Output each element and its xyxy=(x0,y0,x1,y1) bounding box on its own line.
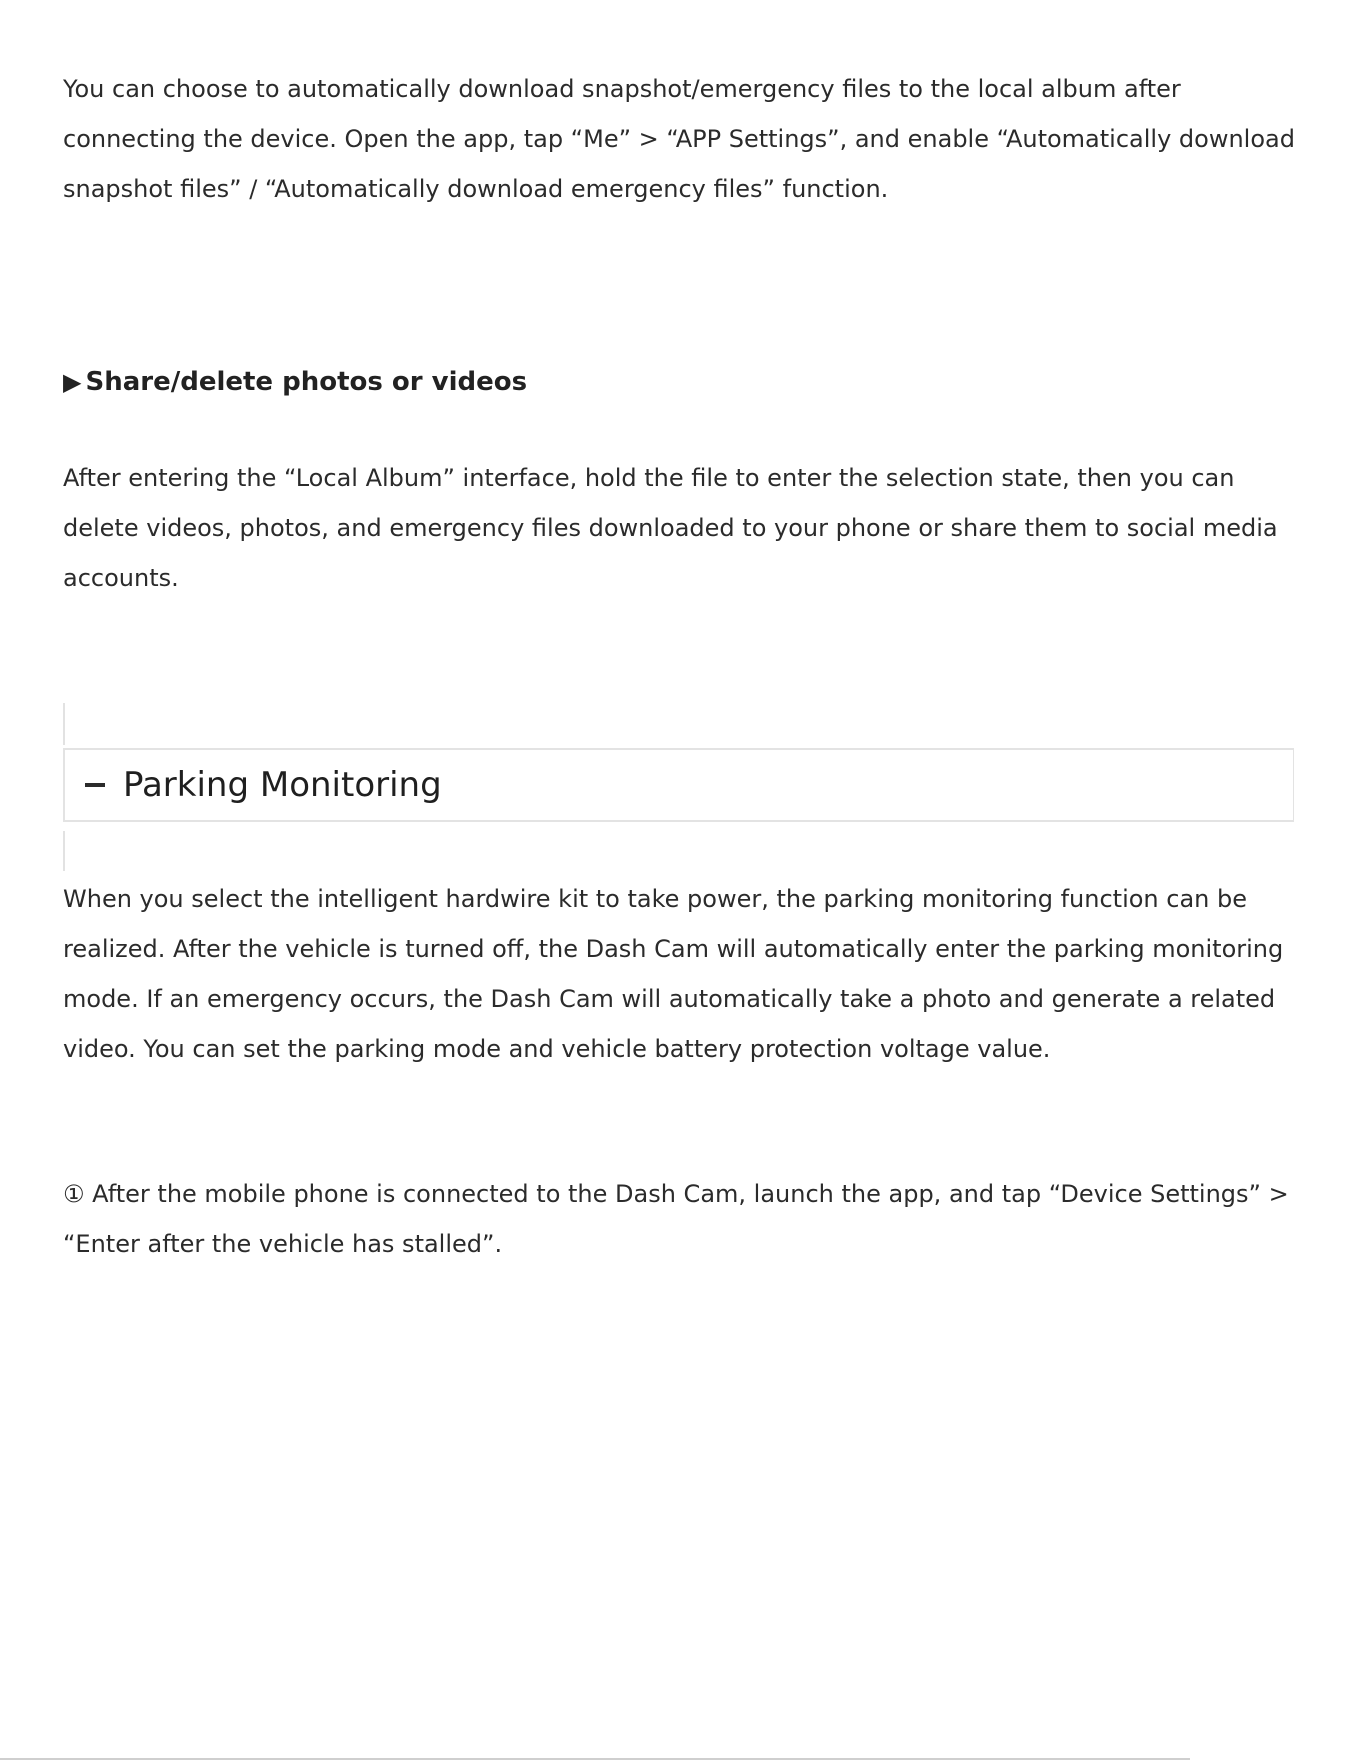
triangle-right-icon: ▶ xyxy=(63,368,82,396)
share-delete-heading-label: Share/delete photos or videos xyxy=(85,367,528,397)
share-delete-paragraph: After entering the “Local Album” interface, hold the file to enter the selection state, then you can delete videos, photos, and emergency files downloaded to your phone or share them to social media accounts. xyxy=(63,464,1278,592)
page-bottom-rule xyxy=(0,1758,1190,1760)
parking-monitoring-title: Parking Monitoring xyxy=(123,765,442,805)
section-divider-bottom xyxy=(63,831,65,871)
parking-monitoring-section-header[interactable] xyxy=(63,748,1294,822)
intro-paragraph: You can choose to automatically download snapshot/emergency files to the local album after connecting the device. Open the app, tap “Me” > “APP Settings”, and enable “Automatically download snapshot files” / “Automatically download emergency files” function. xyxy=(63,75,1295,203)
parking-monitoring-paragraph: When you select the intelligent hardwire kit to take power, the parking monitoring function can be realized. After the vehicle is turned off, the Dash Cam will automatically enter the parking monitoring mode. If an emergency occurs, the Dash Cam will automatically take a photo and generate a related video. You can set the parking mode and vehicle battery protection voltage value. xyxy=(63,885,1284,1063)
share-delete-heading xyxy=(63,362,527,402)
minus-icon[interactable] xyxy=(85,783,105,787)
parking-monitoring-step-1: ① After the mobile phone is connected to the Dash Cam, launch the app, and tap “Device Settings” > “Enter after the vehicle has stalled”. xyxy=(63,1180,1289,1258)
section-divider-top xyxy=(63,703,65,745)
